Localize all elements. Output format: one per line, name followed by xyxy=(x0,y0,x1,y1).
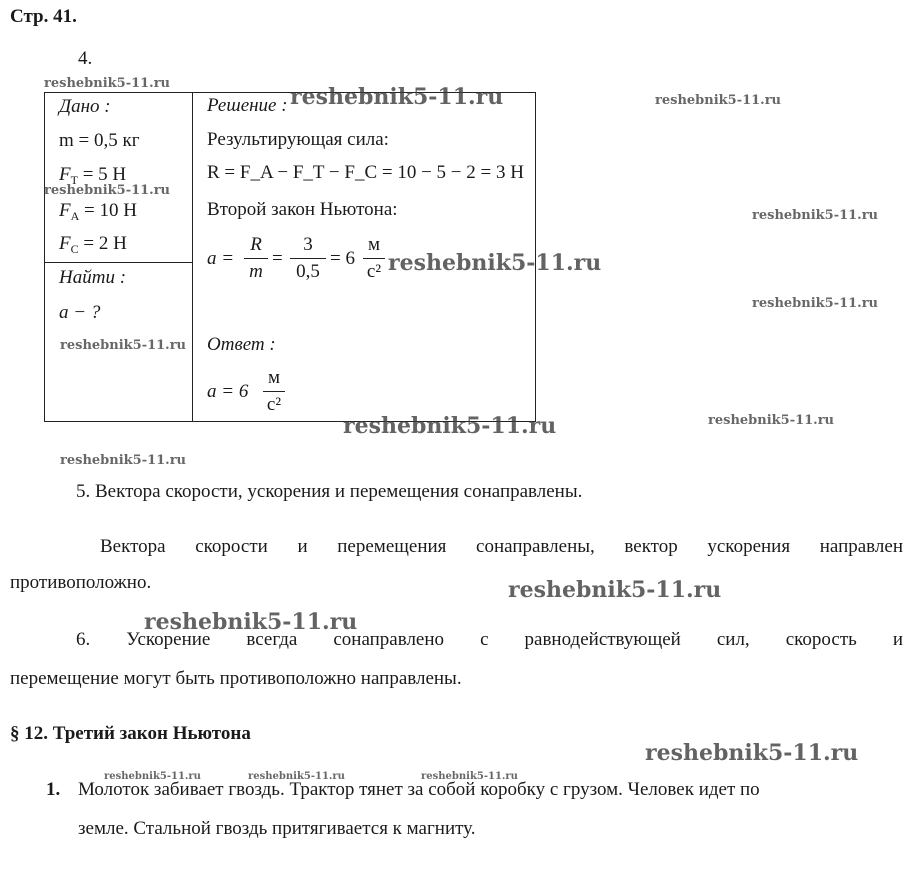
watermark: reshebnik5-11.ru xyxy=(60,338,187,353)
item1-line1: Молоток забивает гвоздь. Трактор тянет за собой коробку с грузом. Человек идет по xyxy=(78,779,760,800)
watermark: reshebnik5-11.ru xyxy=(144,609,358,635)
accel-unit: м с² xyxy=(363,234,385,283)
item6-line1: 6. Ускорение всегда сонаправлено с равнодействующей сил, скорость и xyxy=(76,629,903,650)
watermark: reshebnik5-11.ru xyxy=(290,84,504,110)
watermark: reshebnik5-11.ru xyxy=(655,93,782,108)
watermark: reshebnik5-11.ru xyxy=(104,771,201,782)
watermark: reshebnik5-11.ru xyxy=(60,453,187,468)
watermark: reshebnik5-11.ru xyxy=(645,740,859,766)
watermark: reshebnik5-11.ru xyxy=(421,771,518,782)
item1-line2: земле. Стальной гвоздь притягивается к магниту. xyxy=(78,818,476,839)
watermark: reshebnik5-11.ru xyxy=(708,413,835,428)
accel-eq3: = 6 xyxy=(330,248,355,269)
fraction-3-over-05: 3 0,5 xyxy=(290,234,326,283)
watermark: reshebnik5-11.ru xyxy=(44,76,171,91)
accel-eq2: = xyxy=(272,248,283,269)
given-fa: $F_A = 10$ Н xyxy=(59,200,137,223)
watermark: reshebnik5-11.ru xyxy=(248,771,345,782)
watermark: reshebnik5-11.ru xyxy=(752,208,879,223)
solution-heading: Решение : xyxy=(207,95,288,116)
watermark: reshebnik5-11.ru xyxy=(44,183,171,198)
resultant-label: Результирующая сила: xyxy=(207,129,389,150)
given-heading: Дано : xyxy=(59,96,111,117)
watermark: reshebnik5-11.ru xyxy=(343,413,557,439)
resultant-equation: R = F_A − F_T − F_C = 10 − 5 − 2 = 3 Н xyxy=(207,162,524,183)
answer-unit: м с² xyxy=(263,367,285,416)
item5-line2: Вектора скорости и перемещения сонаправлены, вектор ускорения направлен xyxy=(100,536,903,557)
section-title: § 12. Третий закон Ньютона xyxy=(10,723,251,744)
accel-lhs: a = xyxy=(207,248,235,269)
table-divider-horizontal xyxy=(44,262,193,263)
newton-label: Второй закон Ньютона: xyxy=(207,199,398,220)
answer-heading: Ответ : xyxy=(207,334,276,355)
find-value: a − ? xyxy=(59,302,101,323)
watermark: reshebnik5-11.ru xyxy=(752,296,879,311)
item5-line3: противоположно. xyxy=(10,572,152,593)
item1-number: 1. xyxy=(46,779,61,800)
table-divider-vertical xyxy=(192,92,193,422)
find-heading: Найти : xyxy=(59,267,127,288)
page-label: Стр. 41. xyxy=(10,6,77,27)
fraction-r-over-m: R m xyxy=(244,234,268,283)
item6-line2: перемещение могут быть противоположно направлены. xyxy=(10,668,462,689)
watermark: reshebnik5-11.ru xyxy=(388,250,602,276)
given-ft: $F_T = 5$ Н xyxy=(59,164,127,187)
given-mass: m = 0,5 кг xyxy=(59,130,140,151)
watermark: reshebnik5-11.ru xyxy=(508,577,722,603)
given-fc: $F_C = 2$ Н xyxy=(59,233,127,256)
problem-number: 4. xyxy=(78,48,93,69)
answer-lhs: a = 6 xyxy=(207,381,249,402)
item5-line1: 5. Вектора скорости, ускорения и перемещения сонаправлены. xyxy=(76,481,583,502)
table-border-left xyxy=(44,92,45,422)
